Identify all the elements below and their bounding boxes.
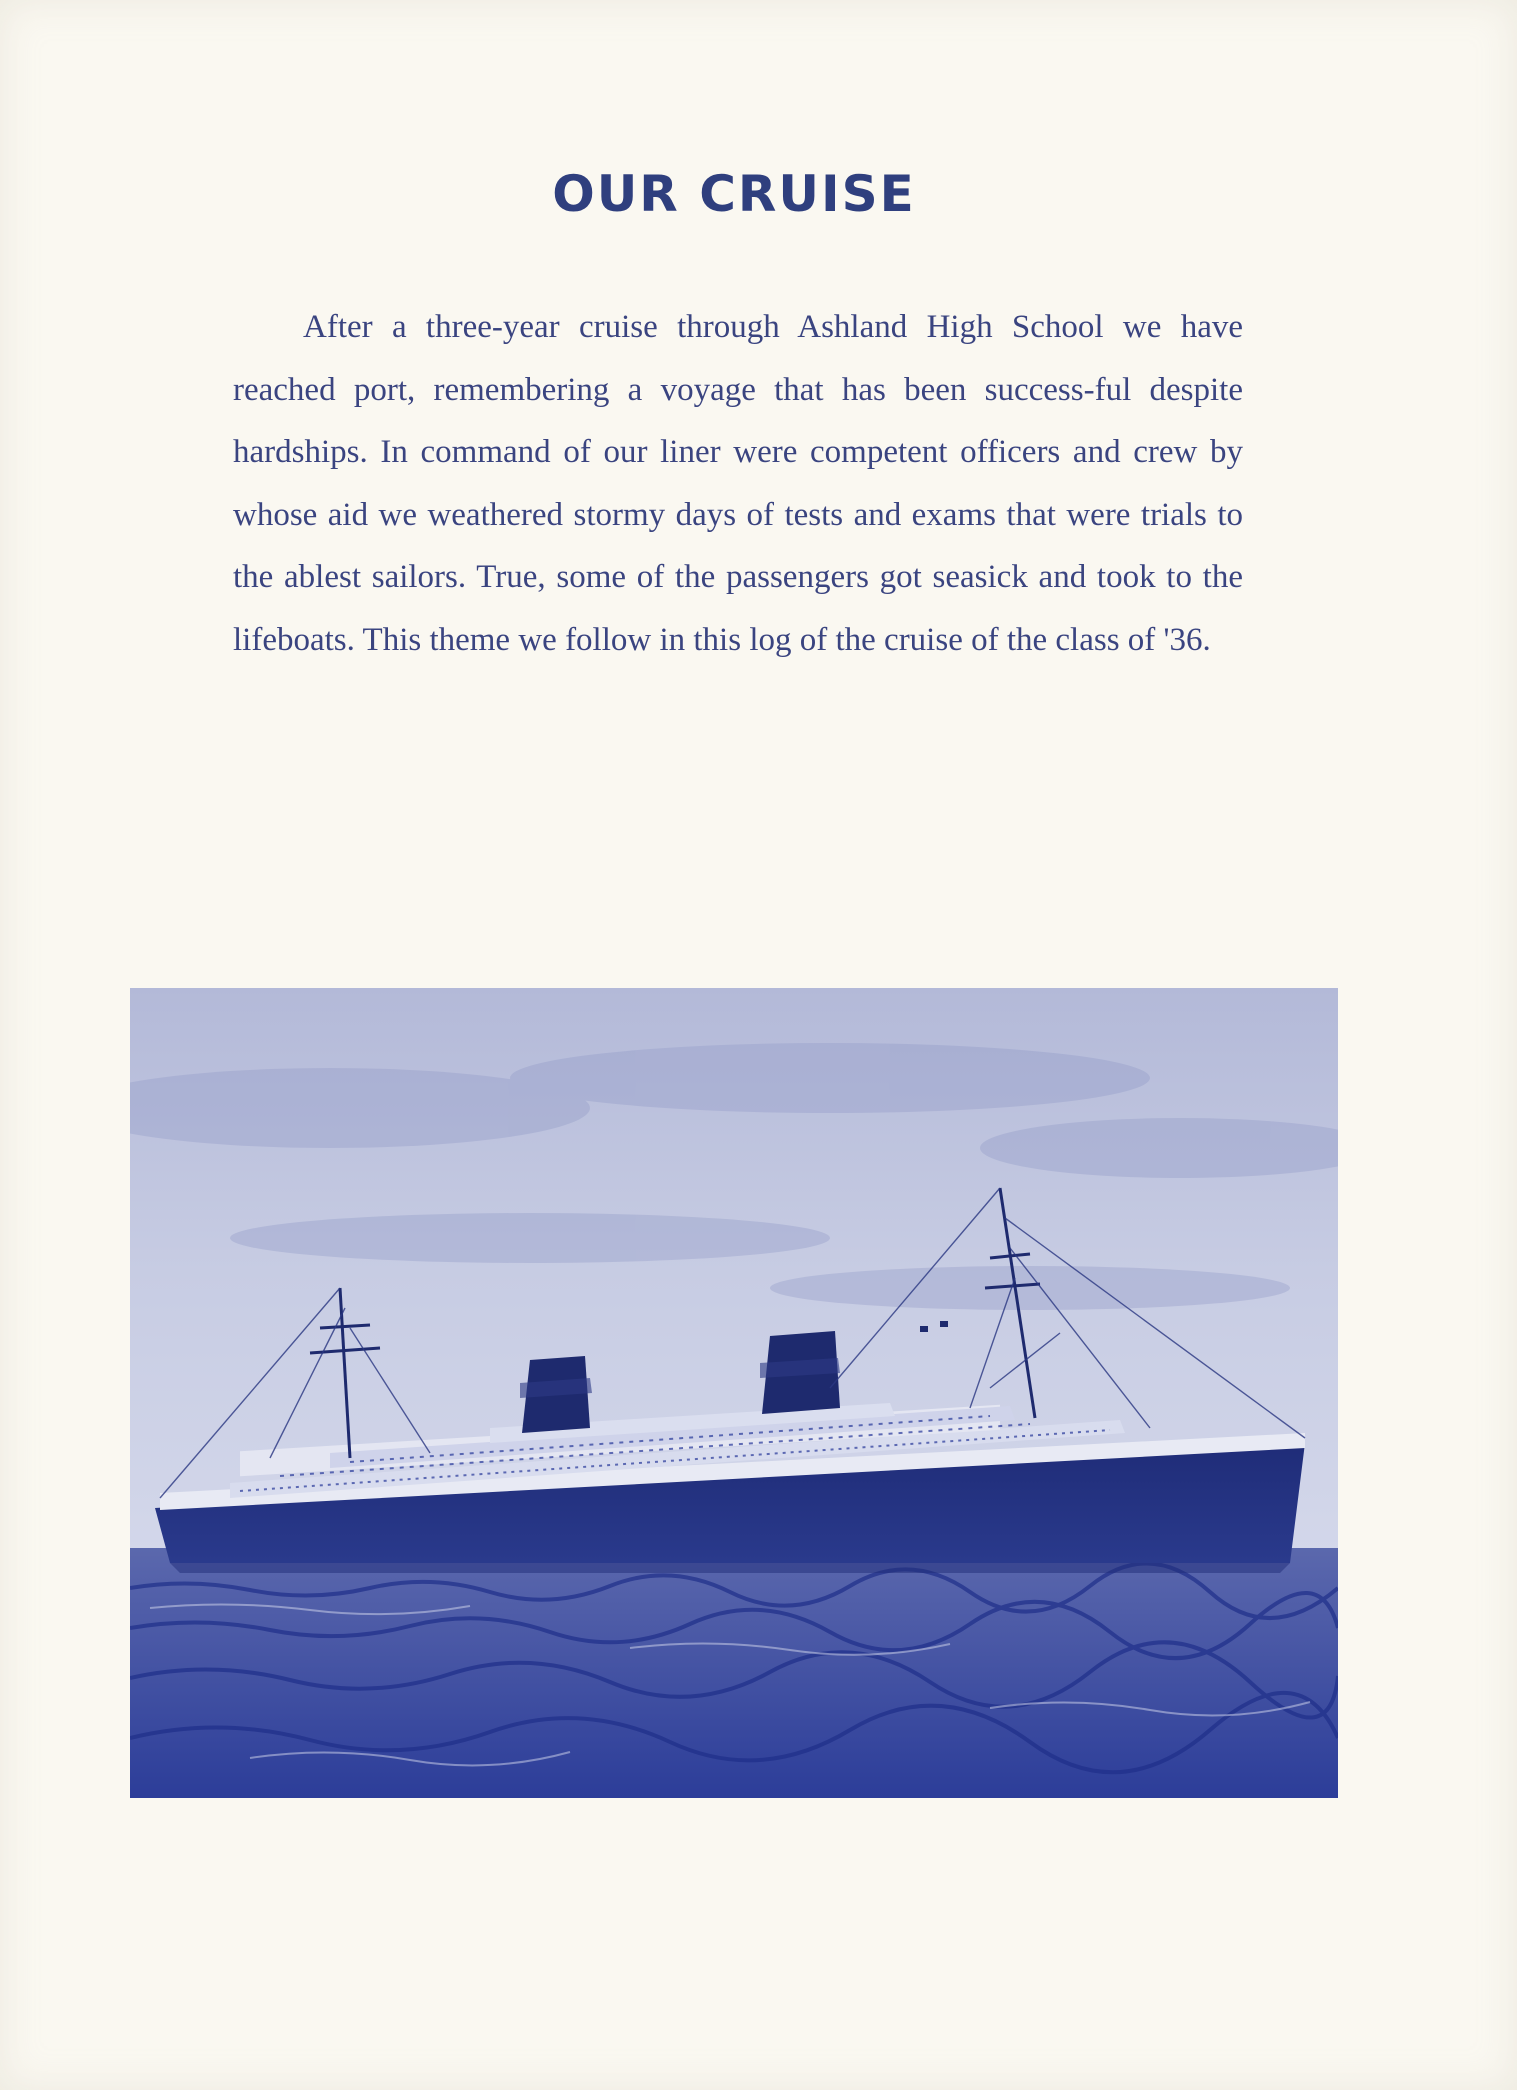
ocean-liner-photo [130,988,1338,1798]
ship-illustration [130,988,1338,1798]
cruise-paragraph: After a three-year cruise through Ashland High School we have reached port, remembering a voyage that has been success-ful despite hardships. In command of our liner were competent officers and crew by whose aid we weathered stormy days of tests and exams that were trials to the ablest sailors. True, some of the passengers got seasick and took to the lifeboats. This theme we follow in this log of the cruise of the class of '36. [233,309,1243,658]
page-title: OUR CRUISE [552,165,916,223]
